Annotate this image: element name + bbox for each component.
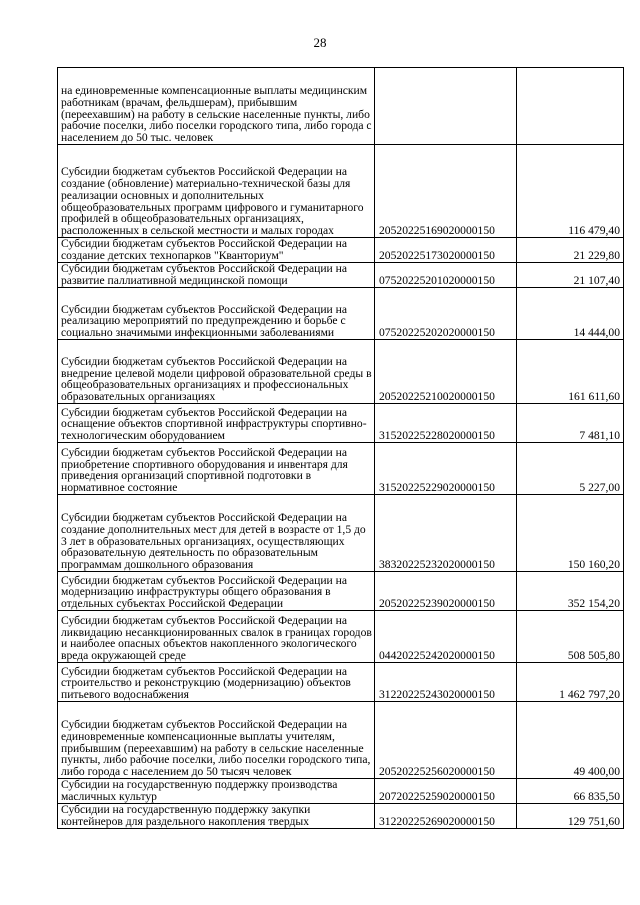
row-name-cell — [58, 145, 375, 238]
row-code-cell: 07520225202020000150 — [375, 288, 517, 340]
row-name: на единовременные компенсационные выплаты медицинским работникам (врачам, фельдшерам), прибывшим (переехавшим) на работу в сельские населенные пункты, либо рабочие поселки, либо поселки городского типа, либо города с населением до 50 тыс. человек — [61, 84, 372, 145]
row-code-cell: 31520225228020000150 — [375, 404, 517, 443]
table-row — [58, 288, 624, 340]
row-name-cell — [58, 779, 375, 804]
row-code-cell: 04420225242020000150 — [375, 611, 517, 663]
row-name: Субсидии бюджетам субъектов Российской Федерации на реализацию мероприятий по предупреждению и борьбе с социально значимыми инфекционными заболеваниями — [61, 302, 347, 340]
row-name-cell — [58, 68, 375, 145]
row-amount-cell — [517, 68, 624, 145]
row-name: Субсидии бюджетам субъектов Российской Федерации на создание (обновление) материально-технической базы для реализации основных и дополнительных общеобразовательных программ цифрового и гуманитарного профилей в общеобразовательных организациях, расположенных в сельской местности и малых городах — [61, 165, 364, 238]
row-name-cell — [58, 238, 375, 263]
row-name: Субсидии бюджетам субъектов Российской Федерации на ликвидацию несанкционированных свалок в границах городов и наиболее опасных объектов накопленного экологического вреда окружающей среде — [61, 613, 372, 663]
row-amount-cell: 150 160,20 — [517, 495, 624, 572]
table-row — [58, 495, 624, 572]
row-name: Субсидии на государственную поддержку закупки контейнеров для раздельного накопления твердых — [61, 803, 311, 829]
row-code-cell: 31220225243020000150 — [375, 663, 517, 702]
row-name-cell — [58, 804, 375, 829]
table-row — [58, 572, 624, 611]
table-row — [58, 68, 624, 145]
row-name-cell — [58, 404, 375, 443]
row-code-cell: 20520225239020000150 — [375, 572, 517, 611]
budget-table — [57, 67, 624, 829]
row-name-cell — [58, 702, 375, 779]
table-row — [58, 145, 624, 238]
row-amount-cell: 129 751,60 — [517, 804, 624, 829]
table-row — [58, 263, 624, 288]
row-name: Субсидии бюджетам субъектов Российской Федерации на создание дополнительных мест для детей в возрасте от 1,5 до 3 лет в образовательных организациях, осуществляющих образовательную деятельность по образовательным программам дошкольного образования — [61, 511, 366, 572]
table-row — [58, 663, 624, 702]
row-code-cell: 20720225259020000150 — [375, 779, 517, 804]
row-name-cell — [58, 288, 375, 340]
row-amount-cell: 21 107,40 — [517, 263, 624, 288]
row-amount-cell: 7 481,10 — [517, 404, 624, 443]
row-name-cell — [58, 263, 375, 288]
table-row — [58, 804, 624, 829]
row-code-cell: 38320225232020000150 — [375, 495, 517, 572]
row-name: Субсидии бюджетам субъектов Российской Федерации на единовременные компенсационные выплаты учителям, прибывшим (переехавшим) на работу в сельские населенные пункты, либо рабочие поселки, либо поселки городского типа, либо города с населением до 50 тысяч человек — [61, 718, 371, 779]
row-name: Субсидии бюджетам субъектов Российской Федерации на внедрение целевой модели цифровой образовательной среды в общеобразовательных организациях и профессиональных образовательных организациях — [61, 354, 372, 404]
row-code-cell: 20520225256020000150 — [375, 702, 517, 779]
row-name-cell — [58, 340, 375, 404]
page-number: 28 — [313, 35, 327, 50]
row-code-cell: 07520225201020000150 — [375, 263, 517, 288]
row-code-cell: 20520225169020000150 — [375, 145, 517, 238]
table-row — [58, 340, 624, 404]
row-amount-cell: 5 227,00 — [517, 443, 624, 495]
table-row — [58, 702, 624, 779]
row-amount-cell: 508 505,80 — [517, 611, 624, 663]
row-name: Субсидии бюджетам субъектов Российской Федерации на оснащение объектов спортивной инфраструктуры спортивно-технологическим оборудованием — [61, 405, 367, 443]
row-name-cell — [58, 611, 375, 663]
row-code-cell: 20520225210020000150 — [375, 340, 517, 404]
table-row — [58, 779, 624, 804]
row-amount-cell: 352 154,20 — [517, 572, 624, 611]
table-row — [58, 404, 624, 443]
row-amount-cell: 1 462 797,20 — [517, 663, 624, 702]
row-amount-cell: 14 444,00 — [517, 288, 624, 340]
row-amount-cell: 49 400,00 — [517, 702, 624, 779]
row-name: Субсидии на государственную поддержку производства масличных культур — [61, 778, 338, 804]
row-name-cell — [58, 495, 375, 572]
row-name-cell — [58, 663, 375, 702]
row-amount-cell: 66 835,50 — [517, 779, 624, 804]
row-code-cell: 31220225269020000150 — [375, 804, 517, 829]
table-row — [58, 443, 624, 495]
row-name-cell — [58, 572, 375, 611]
row-amount-cell: 21 229,80 — [517, 238, 624, 263]
row-amount-cell: 161 611,60 — [517, 340, 624, 404]
table-row — [58, 611, 624, 663]
row-name-cell — [58, 443, 375, 495]
row-code-cell: 20520225173020000150 — [375, 238, 517, 263]
table-row — [58, 238, 624, 263]
row-amount-cell: 116 479,40 — [517, 145, 624, 238]
row-code-cell — [375, 68, 517, 145]
row-name: Субсидии бюджетам субъектов Российской Федерации на строительство и реконструкцию (модернизацию) объектов питьевого водоснабжения — [61, 664, 351, 702]
row-name: Субсидии бюджетам субъектов Российской Федерации на создание детских технопарков "Кванториум" — [61, 237, 347, 263]
row-code-cell: 31520225229020000150 — [375, 443, 517, 495]
row-name: Субсидии бюджетам субъектов Российской Федерации на приобретение спортивного оборудования и инвентаря для приведения организаций спортивной подготовки в нормативное состояние — [61, 445, 348, 495]
row-name: Субсидии бюджетам субъектов Российской Федерации на модернизацию инфраструктуры общего образования в отдельных субъектах Российской Федерации — [61, 573, 347, 611]
row-name: Субсидии бюджетам субъектов Российской Федерации на развитие паллиативной медицинской помощи — [61, 262, 347, 288]
